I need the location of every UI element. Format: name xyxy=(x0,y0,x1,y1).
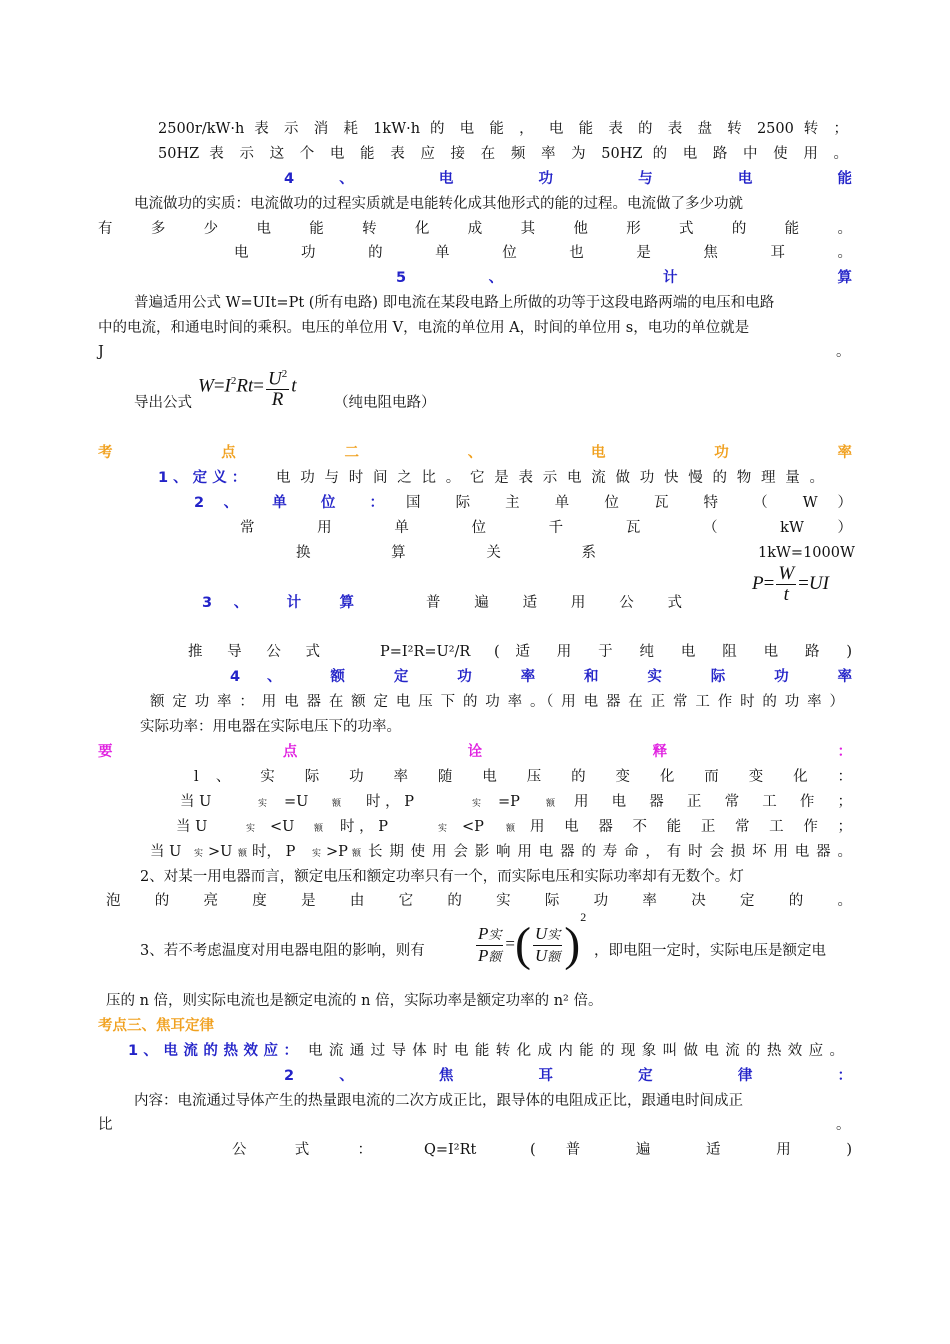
section-heading-3: 考点三、焦耳定律 xyxy=(98,1018,214,1034)
derive-label: 导出公式 xyxy=(134,395,192,411)
text-line: 。 xyxy=(836,344,851,360)
text-line: 公 式 ： xyxy=(232,1142,372,1158)
text-line: 电 流 通 过 导 体 时 电 能 转 化 成 内 能 的 现 象 叫 做 电 流 的 热 效 应 。 xyxy=(308,1043,844,1059)
text-line: 比 xyxy=(98,1117,113,1133)
text-line: 1kW=1000W xyxy=(758,545,855,561)
section-heading: 4 、 电 功 与 电 能 xyxy=(284,171,852,187)
text-line: 泡 的 亮 度 是 由 它 的 实 际 功 率 决 定 的 。 xyxy=(106,893,852,909)
section-heading: 5 、 计 算 xyxy=(396,270,852,286)
text-line: Q=I²Rt xyxy=(424,1142,477,1158)
text-line: 内容：电流通过导体产生的热量跟电流的二次方成正比，跟导体的电阻成正比，跟通电时间成正 xyxy=(134,1093,743,1109)
text-line: 2、对某一用电器而言，额定电压和额定功率只有一个，而实际电压和实际功率却有无数个。灯 xyxy=(140,869,744,885)
text-line: 电 功 的 单 位 也 是 焦 耳 。 xyxy=(234,245,852,261)
text-line: 国 际 主 单 位 瓦 特 （ W ） xyxy=(406,495,852,511)
section-heading: 4 、 额 定 功 率 和 实 际 功 率 xyxy=(230,669,852,685)
text-line: 电流做功的实质：电流做功的过程实质就是电能转化成其他形式的能的过程。电流做了多少功就 xyxy=(134,196,743,212)
text-line: ( 适 用 于 纯 电 阻 电 路 ) xyxy=(494,644,852,660)
section-heading-2: 考 点 二 、 电 功 率 xyxy=(98,445,852,461)
text-line: P=I²R=U²/R xyxy=(380,644,471,660)
section-heading: 2 、 焦 耳 定 律 ： xyxy=(284,1068,852,1084)
condition-line: 当 U 实 <U 额 时 ， P 实 <P 额 用 电 器 不 能 正 常 工 作 ； xyxy=(176,819,852,835)
text-line: 常 用 单 位 千 瓦 （ kW ） xyxy=(240,520,852,536)
unit-label: 2 、 单 位 ： xyxy=(194,495,384,511)
work-formula: $W=I^2Rt=$ $\frac{U^2}{R}$ t xyxy=(198,364,297,410)
power-formula: P= $\frac{W}{t}$ =UI xyxy=(752,563,829,605)
text-line: 50HZ 表 示 这 个 电 能 表 应 接 在 频 率 为 50HZ 的 电 路 中 使 用 。 xyxy=(158,146,848,162)
text-line: ( 普 遍 适 用 ) xyxy=(530,1142,852,1158)
text-line: 3、若不考虑温度对用电器电阻的影响，则有 xyxy=(140,943,425,959)
text-line: 有 多 少 电 能 转 化 成 其 他 形 式 的 能 。 xyxy=(98,221,852,237)
key-heading: 要 点 诠 释 ： xyxy=(98,744,852,760)
text-line: 额 定 功 率 ： 用 电 器 在 额 定 电 压 下 的 功 率 。（ 用 电 器 在 正 常 工 作 时 的 功 率 ） xyxy=(150,694,844,710)
text-line: 换 算 关 系 xyxy=(296,545,596,561)
text-line: 电 功 与 时 间 之 比 。 它 是 表 示 电 流 做 功 快 慢 的 物 理 量 。 xyxy=(276,470,824,486)
text-line: 。 xyxy=(836,1117,851,1133)
text-line: 普 遍 适 用 公 式 xyxy=(426,595,682,611)
text-line: 推 导 公 式 xyxy=(188,644,320,660)
condition-line: 当 U 实 =U 额 时 ， P 实 =P 额 用 电 器 正 常 工 作 ； xyxy=(180,794,852,810)
text-line: J xyxy=(98,344,104,360)
ratio-formula: $\frac{\text{P实}}{\text{P额}}$ =( $\frac{\text{U实}}{\text{U额}}$ )$^2$ xyxy=(478,910,587,972)
text-line: 实际功率：用电器在实际电压下的功率。 xyxy=(140,719,401,735)
text-line: 中的电流，和通电时间的乘积。电压的单位用 V，电流的单位用 A，时间的单位用 s，电功的单位就是 xyxy=(98,320,750,336)
text-line: ，即电阻一定时，实际电压是额定电 xyxy=(594,943,826,959)
derive-note: （纯电阻电路） xyxy=(334,395,436,411)
text-line: 2500r/kW·h 表 示 消 耗 1kW·h 的 电 能 ， 电 能 表 的 表 盘 转 2500 转 ； xyxy=(158,121,848,137)
condition-line: 当 U 实 >U 额 时， P 实 >P 额 长 期 使 用 会 影 响 用 电 器 的 寿 命 ， 有 时 会 损 坏 用 电 器 。 xyxy=(150,844,852,860)
text-line: l 、 实 际 功 率 随 电 压 的 变 化 而 变 化 ： xyxy=(194,769,852,785)
text-line: 普遍适用公式 W=UIt=Pt (所有电路) 即电流在某段电路上所做的功等于这段电路两端的电压和电路 xyxy=(134,295,775,311)
def-label: 1 、 定 义 ： xyxy=(158,470,247,486)
text-line: 压的 n 倍，则实际电流也是额定电流的 n 倍，实际功率是额定功率的 n² 倍。 xyxy=(106,993,603,1009)
heat-label: 1 、 电 流 的 热 效 应 ： xyxy=(128,1043,298,1059)
calc-label: 3 、 计 算 xyxy=(202,595,354,611)
